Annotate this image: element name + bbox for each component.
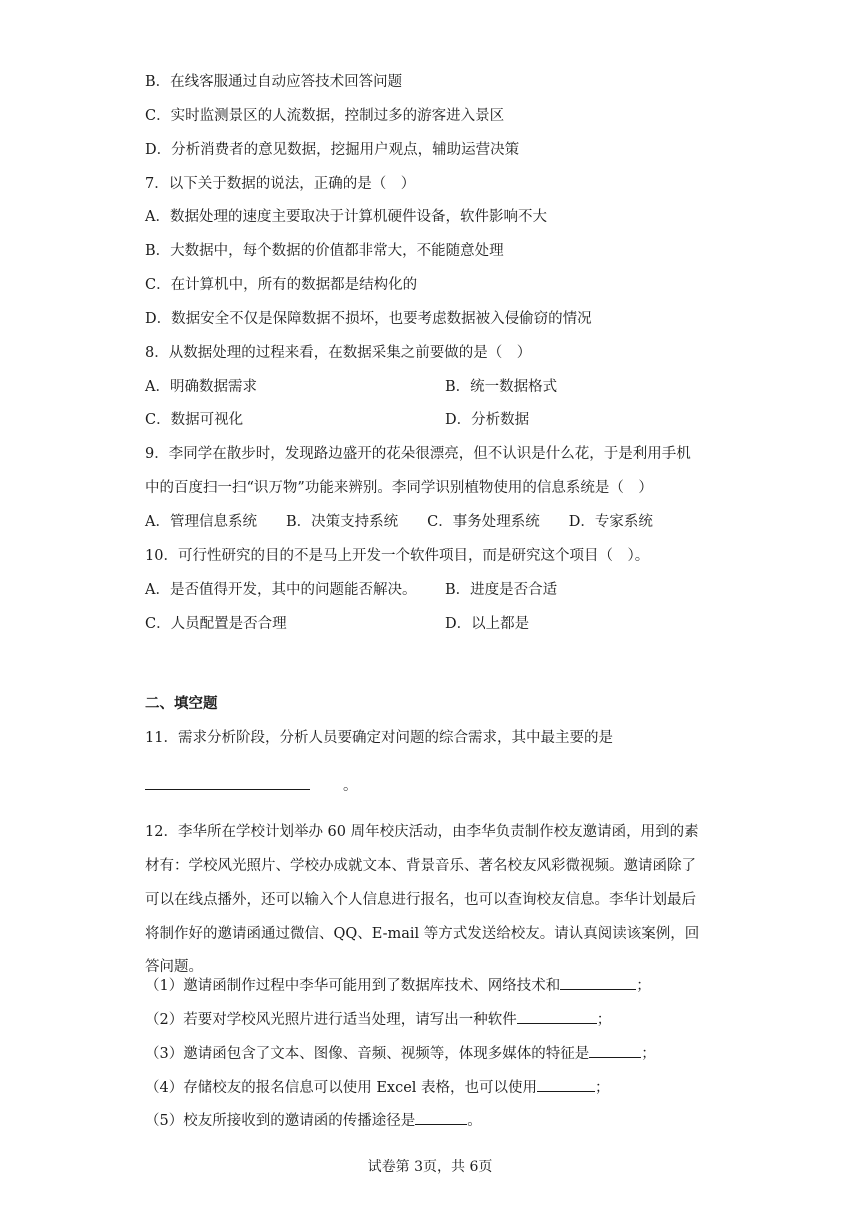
answer-blank[interactable] bbox=[517, 1009, 597, 1024]
answer-blank[interactable] bbox=[537, 1077, 595, 1092]
question-9-line-1: 9．李同学在散步时，发现路边盛开的花朵很漂亮，但不认识是什么花，于是利用手机 bbox=[145, 446, 691, 462]
question-7: 7．以下关于数据的说法，正确的是（ ） bbox=[145, 176, 416, 192]
question-8: 8．从数据处理的过程来看，在数据采集之前要做的是（ ） bbox=[145, 345, 532, 361]
q10-option-d: D．以上都是 bbox=[445, 616, 530, 632]
answer-blank[interactable] bbox=[415, 1110, 467, 1125]
q12-sub-2-text: （2）若要对学校风光照片进行适当处理，请写出一种软件 bbox=[145, 1012, 517, 1028]
q8-option-c: C．数据可视化 bbox=[145, 412, 244, 428]
q12-sub-3-text: （3）邀请函包含了文本、图像、音频、视频等，体现多媒体的特征是 bbox=[145, 1046, 590, 1062]
question-9-line-2: 中的百度扫一扫“识万物”功能来辨别。李同学识别植物使用的信息系统是（ ） bbox=[145, 480, 653, 496]
q8-option-d: D．分析数据 bbox=[445, 412, 530, 428]
q10-option-c: C．人员配置是否合理 bbox=[145, 616, 287, 632]
q12-sub-4-end: ； bbox=[595, 1080, 610, 1096]
question-10: 10．可行性研究的目的不是马上开发一个软件项目，而是研究这个项目（ ）。 bbox=[145, 548, 650, 564]
q12-sub-5-text: （5）校友所接收到的邀请函的传播途径是 bbox=[145, 1113, 416, 1129]
question-11: 11．需求分析阶段，分析人员要确定对问题的综合需求，其中最主要的是 bbox=[145, 730, 613, 746]
q11-end-mark: 。 bbox=[343, 778, 358, 794]
section-heading-fill-blank: 二、填空题 bbox=[145, 695, 218, 712]
q11-answer-line bbox=[145, 775, 358, 796]
q12-sub-2 bbox=[145, 1009, 611, 1030]
q10-option-a: A．是否值得开发，其中的问题能否解决。 bbox=[145, 582, 417, 598]
q9-options: A．管理信息系统 B．决策支持系统 C．事务处理系统 D．专家系统 bbox=[145, 514, 653, 530]
q12-sub-1-end: ； bbox=[636, 978, 651, 994]
question-12-line-4: 将制作好的邀请函通过微信、QQ、E-mail 等方式发送给校友。请认真阅读该案例，回 bbox=[145, 926, 700, 942]
q6-option-c: C．实时监测景区的人流数据，控制过多的游客进入景区 bbox=[145, 108, 505, 124]
q6-option-b: B．在线客服通过自动应答技术回答问题 bbox=[145, 74, 403, 90]
question-12-line-2: 材有：学校风光照片、学校办成就文本、背景音乐、著名校友风彩微视频。邀请函除了 bbox=[145, 858, 696, 874]
q8-option-b: B．统一数据格式 bbox=[445, 379, 558, 395]
q12-sub-1-text: （1）邀请函制作过程中李华可能用到了数据库技术、网络技术和 bbox=[145, 978, 561, 994]
q12-sub-3-end: ； bbox=[641, 1046, 656, 1062]
question-12-line-3: 可以在线点播外，还可以输入个人信息进行报名，也可以查询校友信息。李华计划最后 bbox=[145, 892, 696, 908]
question-12-line-1: 12．李华所在学校计划举办 60 周年校庆活动，由李华负责制作校友邀请函，用到的素 bbox=[145, 824, 699, 840]
q7-option-a: A．数据处理的速度主要取决于计算机硬件设备，软件影响不大 bbox=[145, 209, 547, 225]
page-footer: 试卷第 3页，共 6页 bbox=[367, 1159, 493, 1175]
answer-blank[interactable] bbox=[560, 975, 636, 990]
q12-sub-2-end: ； bbox=[596, 1012, 612, 1028]
q10-option-b: B．进度是否合适 bbox=[445, 582, 558, 598]
answer-blank[interactable] bbox=[145, 775, 310, 790]
q7-option-c: C．在计算机中，所有的数据都是结构化的 bbox=[145, 277, 418, 293]
q12-sub-4 bbox=[145, 1077, 610, 1098]
q6-option-d: D．分析消费者的意见数据，挖掘用户观点，辅助运营决策 bbox=[145, 142, 520, 158]
q7-option-b: B．大数据中，每个数据的价值都非常大，不能随意处理 bbox=[145, 243, 504, 259]
q12-sub-4-text: （4）存储校友的报名信息可以使用 Excel 表格，也可以使用 bbox=[145, 1080, 538, 1096]
q12-sub-5 bbox=[145, 1110, 482, 1131]
q12-sub-5-end: 。 bbox=[467, 1113, 482, 1129]
q8-option-a: A．明确数据需求 bbox=[145, 379, 257, 395]
answer-blank[interactable] bbox=[589, 1043, 641, 1058]
q12-sub-3 bbox=[145, 1043, 656, 1064]
question-12-line-5: 答问题。 bbox=[145, 959, 203, 975]
q7-option-d: D．数据安全不仅是保障数据不损坏，也要考虑数据被入侵偷窃的情况 bbox=[145, 311, 592, 327]
q12-sub-1 bbox=[145, 975, 651, 996]
